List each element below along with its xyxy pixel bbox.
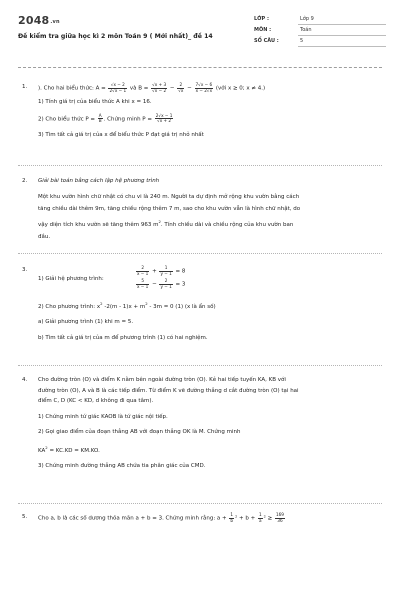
question-text: và B =: [128, 85, 151, 92]
question-separator: [18, 165, 382, 166]
meta-label: LỚP :: [254, 16, 269, 22]
question-line: a) Giải phương trình (1) khi m = 5.: [38, 319, 134, 326]
question-text: KA: [38, 447, 46, 454]
question-text: vậy diện tích khu vườn sẽ tăng thêm 963 m: [38, 221, 159, 228]
site-logo[interactable]: [18, 14, 60, 27]
question-line: điểm C, D (KC < KD, d không đi qua tâm).: [38, 398, 154, 405]
question-body: [38, 177, 382, 242]
fraction: $\frac{1}{b}$: [230, 512, 234, 523]
question-line: Giải bài toán bằng cách lập hệ phương trình: [38, 178, 160, 184]
question-text: - 3m = 0 (1) (x là ẩn số): [147, 303, 216, 310]
meta-subject: [254, 25, 386, 36]
question-line: b) Tìm tất cả giá trị của m để phương trình (1) có hai nghiệm.: [38, 335, 208, 342]
question-separator: [18, 253, 382, 254]
question-number: 1.: [22, 84, 28, 90]
question-text: Cho a, b là các số dương thỏa mãn a + b = 3. Chứng minh rằng: a +: [38, 515, 229, 522]
meta-label: SỐ CÂU :: [254, 38, 279, 44]
question-line: 3) Tìm tất cả giá trị của x để biểu thức P đạt giá trị nhỏ nhất: [38, 131, 204, 138]
meta-class: [254, 14, 386, 25]
question-line: đầu.: [38, 234, 51, 241]
question-line: 3) Chứng minh đường thẳng AB chứa tia phân giác của CMD.: [38, 463, 206, 470]
question-text: (với x ≥ 0; x ≠ 4.): [214, 85, 266, 92]
logo-suffix: .vn: [50, 19, 60, 25]
question-line: ). Cho hai biểu thức: A = $\frac{√x - 2}{2√x - 1}$ và B = $\frac{√x + 3}{√x - 2}$ − $\frac{2}{√x}$ − $\frac{7√x - 6}{x - 2√x}$ (với x ≥ 0; x ≠ 4.): [38, 82, 266, 93]
question-text: + b +: [239, 515, 257, 522]
question-body: [38, 376, 382, 471]
question-number: 4.: [22, 377, 28, 383]
question-line: 2) Gọi giao điểm của đoạn thẳng AB với đoạn thẳng OK là M. Chứng minh: [38, 429, 241, 436]
meta-label: MÔN :: [254, 27, 272, 33]
meta-value: 5: [300, 38, 304, 44]
question-line: Một khu vườn hình chữ nhật có chu vi là 240 m. Người ta dự định mở rộng khu vườn bằng cách: [38, 193, 300, 200]
question-line: đường tròn (O), A và B là các tiếp điểm. Từ điểm K vẽ đường thẳng d cắt đường tròn (O) tại hai: [38, 387, 299, 394]
exam-title: Đề kiểm tra giữa học kì 2 môn Toán 9 ( Mới nhất)_ đề 14: [18, 33, 213, 40]
question-line: 2) Cho phương trình: $x^2$ $-2(m - 1)x + m^2 - 3m = 0$ (1) (x là ẩn số): [38, 301, 216, 310]
meta-value: Toán: [300, 27, 312, 33]
question-body: [38, 83, 382, 140]
question-text: -2(m - 1)x + m: [102, 303, 146, 310]
fraction: $\frac{A}{B}$: [98, 112, 102, 124]
question-text: 2) Cho phương trình: x: [38, 303, 101, 310]
header: [18, 14, 386, 64]
fraction: $\frac{7√x - 6}{x - 2√x}$: [195, 82, 213, 93]
question-number: 3.: [22, 267, 28, 273]
question-text: . Chứng minh P =: [103, 116, 154, 123]
system-braces: [135, 266, 195, 289]
question-separator: [18, 503, 382, 504]
exam-meta: [254, 14, 386, 47]
question-line: [38, 114, 382, 124]
fraction: $\frac{2}{√x}$: [178, 82, 184, 93]
question-text: . Tính chiều dài và chiều rộng của khu vườn ban: [160, 221, 294, 228]
equation: $\frac{2}{x - 1}$ + $\frac{1}{y - 1}$ = 8: [137, 265, 186, 276]
question-number: 2.: [22, 178, 28, 184]
header-divider: [18, 67, 382, 68]
equation: $\frac{5}{x - 1}$ − $\frac{2}{y - 1}$ = 3: [137, 278, 186, 289]
question-text: ≥: [265, 515, 274, 522]
question-line: Cho a, b là các số dương thỏa mãn a + b = 3. Chứng minh rằng: a + $\frac{1}{b}$ ² + b + $\frac{1}{a}$ ² ≥ $\frac{169}{36}$: [38, 512, 284, 523]
question-line: 1) Tính giá trị của biểu thức A khi x = 16.: [38, 99, 152, 106]
question-text: = 3: [173, 281, 186, 288]
question-line: tăng chiều dài thêm 9m, tăng chiều rộng thêm 7 m, sao cho khu vườn vẫn là hình chữ nhật, do: [38, 206, 301, 213]
question-line: 1) Chứng minh tứ giác KAOB là tứ giác nội tiếp.: [38, 413, 168, 420]
meta-value: Lớp 9: [300, 16, 314, 22]
fraction: $\frac{√x - 2}{2√x - 1}$: [109, 82, 127, 93]
fraction: $\frac{169}{36}$: [275, 512, 284, 523]
question-text: 1) Giải hệ phương trình:: [38, 276, 104, 282]
question-separator: [18, 365, 382, 366]
fraction: $\frac{√x + 3}{√x - 2}$: [152, 82, 167, 93]
fraction: $\frac{2√x - 1}{√x + 2}$: [155, 112, 173, 124]
question-number: 5.: [22, 514, 28, 520]
question-body: [38, 513, 382, 523]
question-line: Cho đường tròn (O) và điểm K nằm bên ngoài đường tròn (O). Kẻ hai tiếp tuyến KA, KB với: [38, 377, 286, 383]
logo-text: 2048: [18, 14, 50, 27]
fraction: $\frac{1}{a}$: [258, 512, 262, 523]
question-line: $KA^2 = KC.KD = KM.KO$.: [38, 444, 100, 454]
question-body: [38, 266, 382, 343]
question-text: = 8: [173, 268, 186, 275]
meta-question-count: [254, 36, 386, 47]
equation-system: [38, 266, 382, 294]
question-text: ). Cho hai biểu thức: A =: [38, 85, 108, 92]
question-line: vậy diện tích khu vườn sẽ tăng thêm 963 $m^2$. Tính chiều dài và chiều rộng của khu vườn ban: [38, 218, 294, 228]
question-text: = KC.KD = KM.KO.: [47, 447, 100, 454]
question-text: 2) Cho biểu thức P =: [38, 116, 97, 123]
